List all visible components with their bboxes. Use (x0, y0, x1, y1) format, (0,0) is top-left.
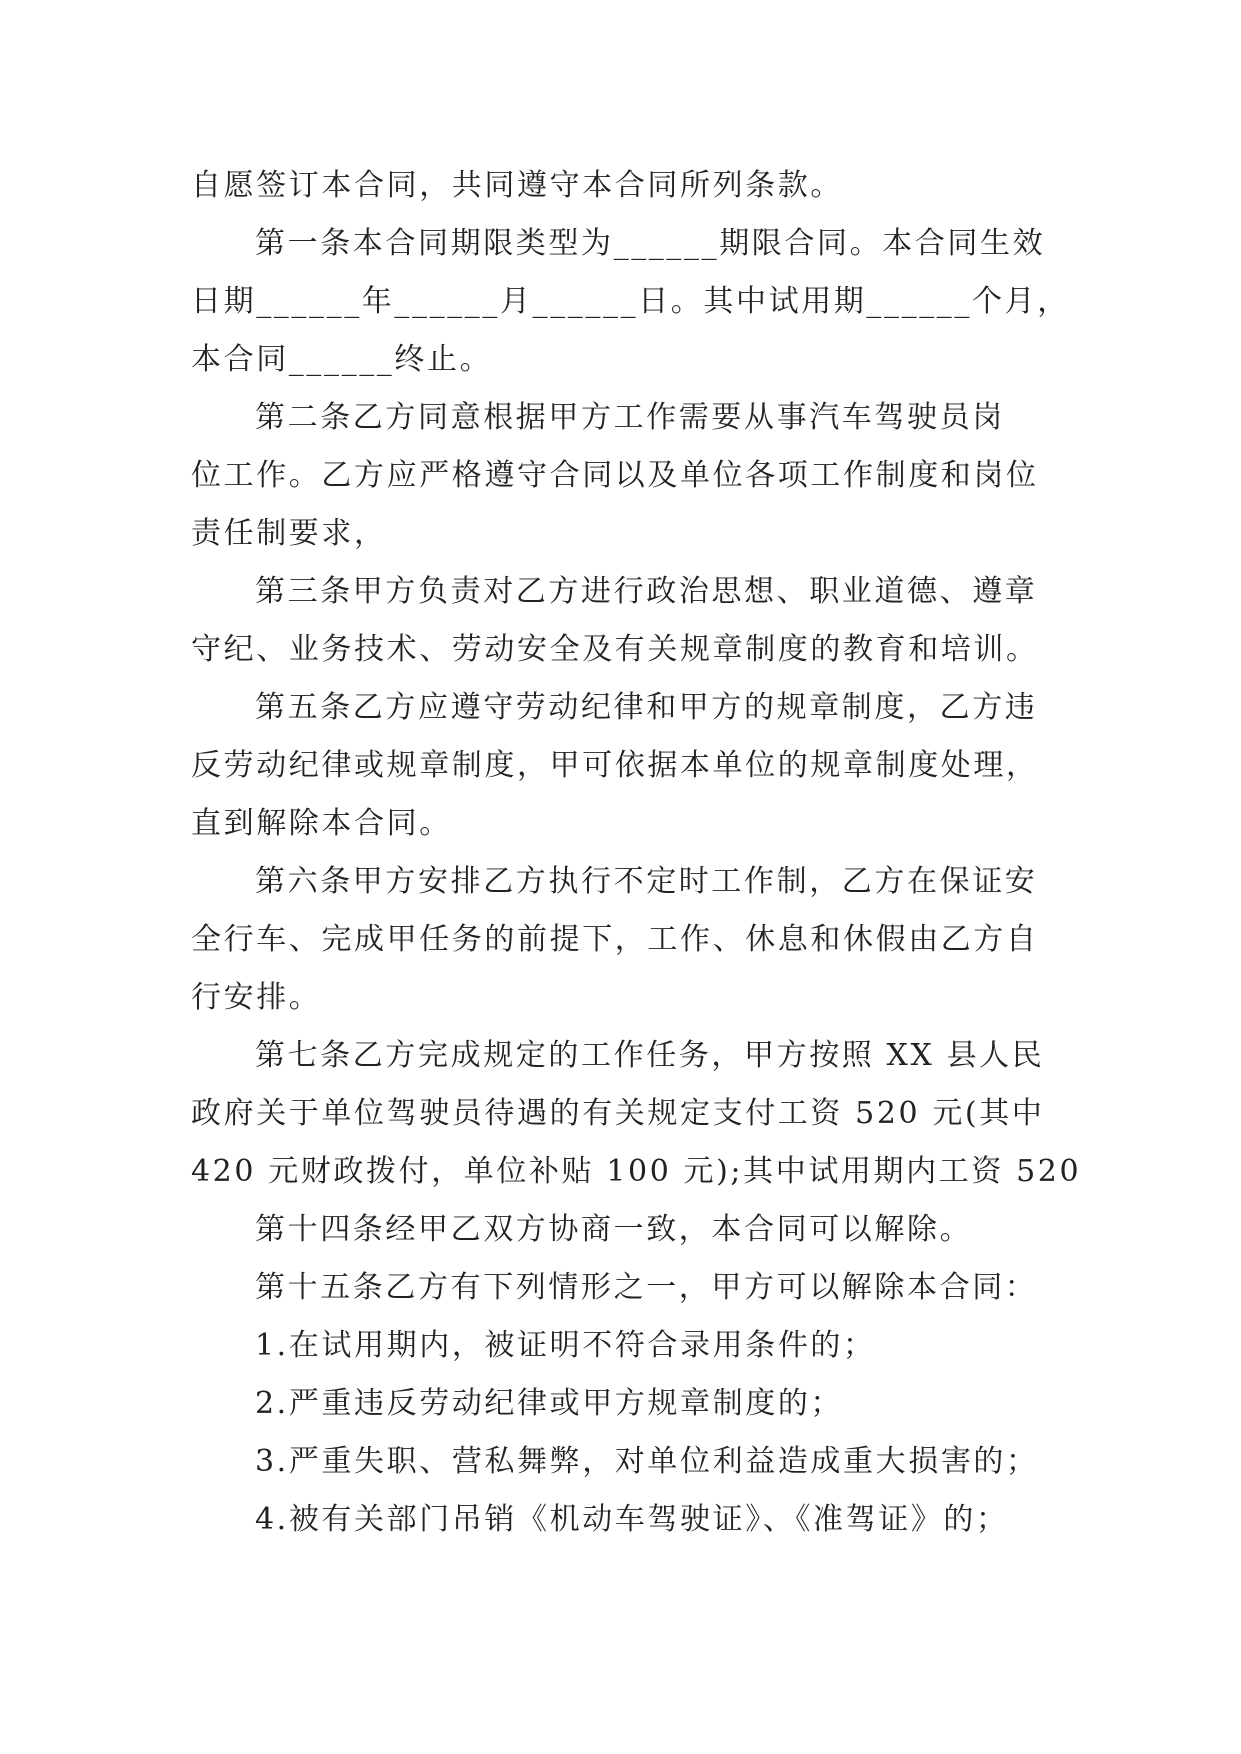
paragraph-line: 第三条甲方负责对乙方进行政治思想、职业道德、遵章 (255, 574, 1038, 609)
paragraph-line: 日期______年______月______日。其中试用期______个月， (191, 284, 1070, 319)
list-item: 1.在试用期内，被证明不符合录用条件的； (255, 1328, 876, 1363)
paragraph-line: 反劳动纪律或规章制度，甲可依据本单位的规章制度处理， (191, 748, 1039, 783)
list-item: 4.被有关部门吊销《机动车驾驶证》、《准驾证》的； (255, 1502, 1009, 1537)
paragraph-line: 直到解除本合同。 (191, 806, 452, 841)
paragraph-line: 本合同______终止。 (191, 342, 493, 377)
paragraph-line: 第一条本合同期限类型为______期限合同。本合同生效 (255, 226, 1046, 261)
list-item: 2.严重违反劳动纪律或甲方规章制度的； (255, 1386, 844, 1421)
paragraph-line: 第十五条乙方有下列情形之一，甲方可以解除本合同： (255, 1270, 1038, 1305)
list-item: 3.严重失职、营私舞弊，对单位利益造成重大损害的； (255, 1444, 1039, 1479)
paragraph-line: 第十四条经甲乙双方协商一致，本合同可以解除。 (255, 1212, 973, 1247)
paragraph-line: 第六条甲方安排乙方执行不定时工作制，乙方在保证安 (255, 864, 1038, 899)
contract-body (191, 157, 1082, 1549)
paragraph-line: 第七条乙方完成规定的工作任务，甲方按照 XX 县人民 (255, 1038, 1045, 1073)
paragraph-line: 位工作。乙方应严格遵守合同以及单位各项工作制度和岗位 (191, 458, 1039, 493)
paragraph-line: 守纪、业务技术、劳动安全及有关规章制度的教育和培训。 (191, 632, 1039, 667)
paragraph-line: 第二条乙方同意根据甲方工作需要从事汽车驾驶员岗 (255, 400, 1005, 435)
paragraph-line: 全行车、完成甲任务的前提下，工作、休息和休假由乙方自 (191, 922, 1039, 957)
paragraph-line: 自愿签订本合同，共同遵守本合同所列条款。 (191, 168, 843, 203)
paragraph-line: 第五条乙方应遵守劳动纪律和甲方的规章制度，乙方违 (255, 690, 1038, 725)
paragraph-line: 政府关于单位驾驶员待遇的有关规定支付工资 520 元(其中 (191, 1096, 1045, 1131)
paragraph-line: 行安排。 (191, 980, 322, 1015)
paragraph-line: 责任制要求， (191, 516, 387, 551)
paragraph-line: 420 元财政拨付，单位补贴 100 元);其中试用期内工资 520 (191, 1154, 1082, 1189)
